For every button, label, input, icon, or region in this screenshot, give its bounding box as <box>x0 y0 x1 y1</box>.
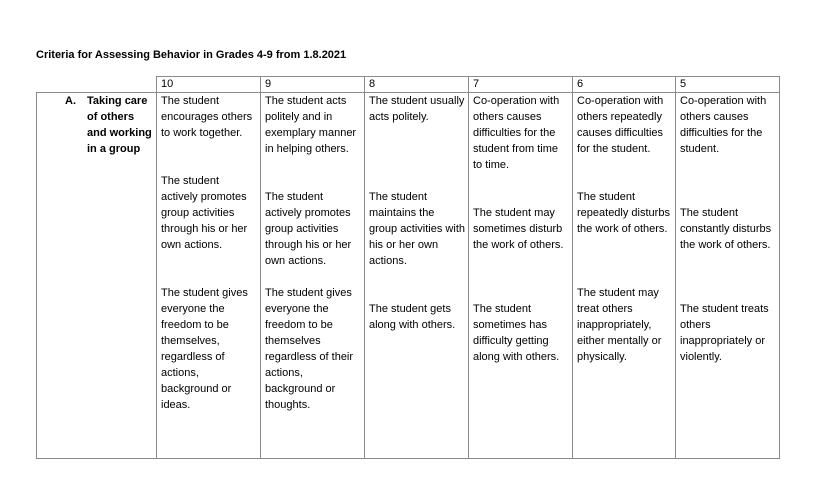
category-cell <box>37 93 157 459</box>
criterion-9-cooperation: The student acts politely and in exemplary manner in helping others. <box>265 95 357 155</box>
criterion-10-respect: The student gives everyone the freedom to be themselves, regardless of actions, background or ideas. <box>161 287 248 411</box>
grade-header-row <box>37 77 780 93</box>
criteria-cell-grade-7 <box>469 93 573 459</box>
criterion-8-group-activities: The student maintains the group activities with his or her own actions. <box>369 191 465 267</box>
criterion-8-cooperation: The student usually acts politely. <box>369 95 465 123</box>
criteria-cell-grade-6 <box>573 93 676 459</box>
criterion-5-respect: The student treats others inappropriately or violently. <box>680 303 769 363</box>
criterion-9-respect: The student gives everyone the freedom to be themselves regardless of their actions, background or thoughts. <box>265 287 354 411</box>
criterion-6-respect: The student may treat others inappropriately, either mentally or physically. <box>577 287 662 363</box>
criterion-7-group-activities: The student may sometimes disturb the work of others. <box>473 207 564 251</box>
criterion-10-cooperation: The student encourages others to work together. <box>161 95 253 139</box>
grade-header-6: 6 <box>573 77 676 93</box>
criteria-cell-grade-10 <box>157 93 261 459</box>
document-title: Criteria for Assessing Behavior in Grades 4-9 from 1.8.2021 <box>36 49 347 61</box>
criteria-table <box>36 76 780 459</box>
criteria-cell-grade-8 <box>365 93 469 459</box>
criterion-6-group-activities: The student repeatedly disturbs the work of others. <box>577 191 670 235</box>
criteria-cell-grade-5 <box>676 93 780 459</box>
grade-header-7: 7 <box>469 77 573 93</box>
category-letter: A. <box>65 95 76 107</box>
criterion-7-cooperation: Co-operation with others causes difficulties for the student from time to time. <box>473 95 560 171</box>
grade-header-10: 10 <box>157 77 261 93</box>
criteria-cell-grade-9 <box>261 93 365 459</box>
grade-header-5: 5 <box>676 77 780 93</box>
header-corner-cell <box>37 77 157 93</box>
criterion-5-group-activities: The student constantly disturbs the work of others. <box>680 207 772 251</box>
category-label: Taking care of others and working in a group <box>87 95 152 155</box>
grade-header-9: 9 <box>261 77 365 93</box>
category-row <box>37 93 780 459</box>
criterion-10-group-activities: The student actively promotes group activities through his or her own actions. <box>161 175 248 251</box>
criterion-7-respect: The student sometimes has difficulty getting along with others. <box>473 303 560 363</box>
grade-header-8: 8 <box>365 77 469 93</box>
criterion-5-cooperation: Co-operation with others causes difficulties for the student. <box>680 95 767 155</box>
criterion-9-group-activities: The student actively promotes group activities through his or her own actions. <box>265 191 352 267</box>
criterion-6-cooperation: Co-operation with others repeatedly causes difficulties for the student. <box>577 95 664 155</box>
criterion-8-respect: The student gets along with others. <box>369 303 456 331</box>
